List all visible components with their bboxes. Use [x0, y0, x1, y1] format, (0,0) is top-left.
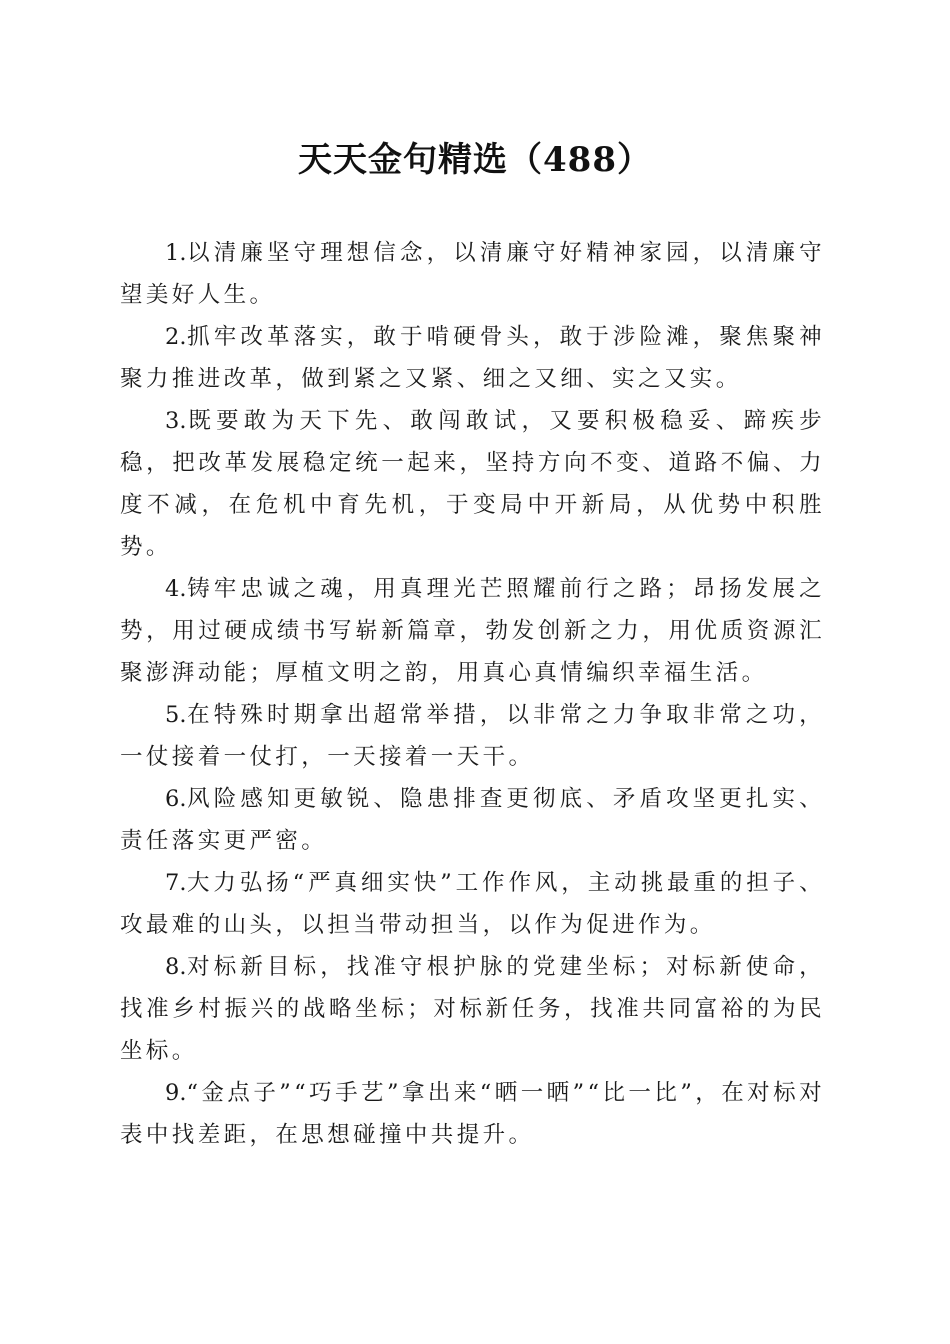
quote-number: 2.	[165, 324, 187, 350]
quote-number: 9.	[165, 1080, 187, 1106]
quote-text: 抓牢改革落实，敢于啃硬骨头，敢于涉险滩，聚焦聚神聚力推进改革，做到紧之又紧、细之又细、实之又实。	[120, 324, 825, 392]
quote-item	[120, 316, 825, 400]
quote-number: 8.	[165, 954, 187, 980]
quote-text: 以清廉坚守理想信念，以清廉守好精神家园，以清廉守望美好人生。	[120, 240, 825, 308]
quote-item	[120, 568, 825, 694]
quote-text: “金点子”“巧手艺”拿出来“晒一晒”“比一比”，在对标对表中找差距，在思想碰撞中共提升。	[120, 1080, 825, 1148]
quote-number: 7.	[165, 870, 187, 896]
page-title: 天天金句精选（488）	[298, 140, 652, 180]
quote-item	[120, 862, 825, 946]
quote-text: 既要敢为天下先、敢闯敢试，又要积极稳妥、蹄疾步稳，把改革发展稳定统一起来，坚持方向不变、道路不偏、力度不减，在危机中育先机，于变局中开新局，从优势中积胜势。	[120, 408, 825, 560]
quote-item	[120, 400, 825, 568]
quote-number: 3.	[165, 408, 187, 434]
quote-item	[120, 946, 825, 1072]
quote-item	[120, 694, 825, 778]
quote-text: 对标新目标，找准守根护脉的党建坐标；对标新使命，找准乡村振兴的战略坐标；对标新任务，找准共同富裕的为民坐标。	[120, 954, 825, 1064]
quote-text: 在特殊时期拿出超常举措，以非常之力争取非常之功，一仗接着一仗打，一天接着一天干。	[120, 702, 825, 770]
quote-number: 1.	[165, 240, 187, 266]
quote-text: 大力弘扬“严真细实快”工作作风，主动挑最重的担子、攻最难的山头，以担当带动担当，以作为促进作为。	[120, 870, 825, 938]
quote-number: 5.	[165, 702, 187, 728]
quote-text: 风险感知更敏锐、隐患排查更彻底、矛盾攻坚更扎实、责任落实更严密。	[120, 786, 825, 854]
quote-list	[120, 232, 825, 1156]
quote-item	[120, 232, 825, 316]
quote-number: 6.	[165, 786, 187, 812]
quote-item	[120, 1072, 825, 1156]
quote-item	[120, 778, 825, 862]
quote-number: 4.	[165, 576, 187, 602]
quote-text: 铸牢忠诚之魂，用真理光芒照耀前行之路；昂扬发展之势，用过硬成绩书写崭新篇章，勃发创新之力，用优质资源汇聚澎湃动能；厚植文明之韵，用真心真情编织幸福生活。	[120, 576, 825, 686]
